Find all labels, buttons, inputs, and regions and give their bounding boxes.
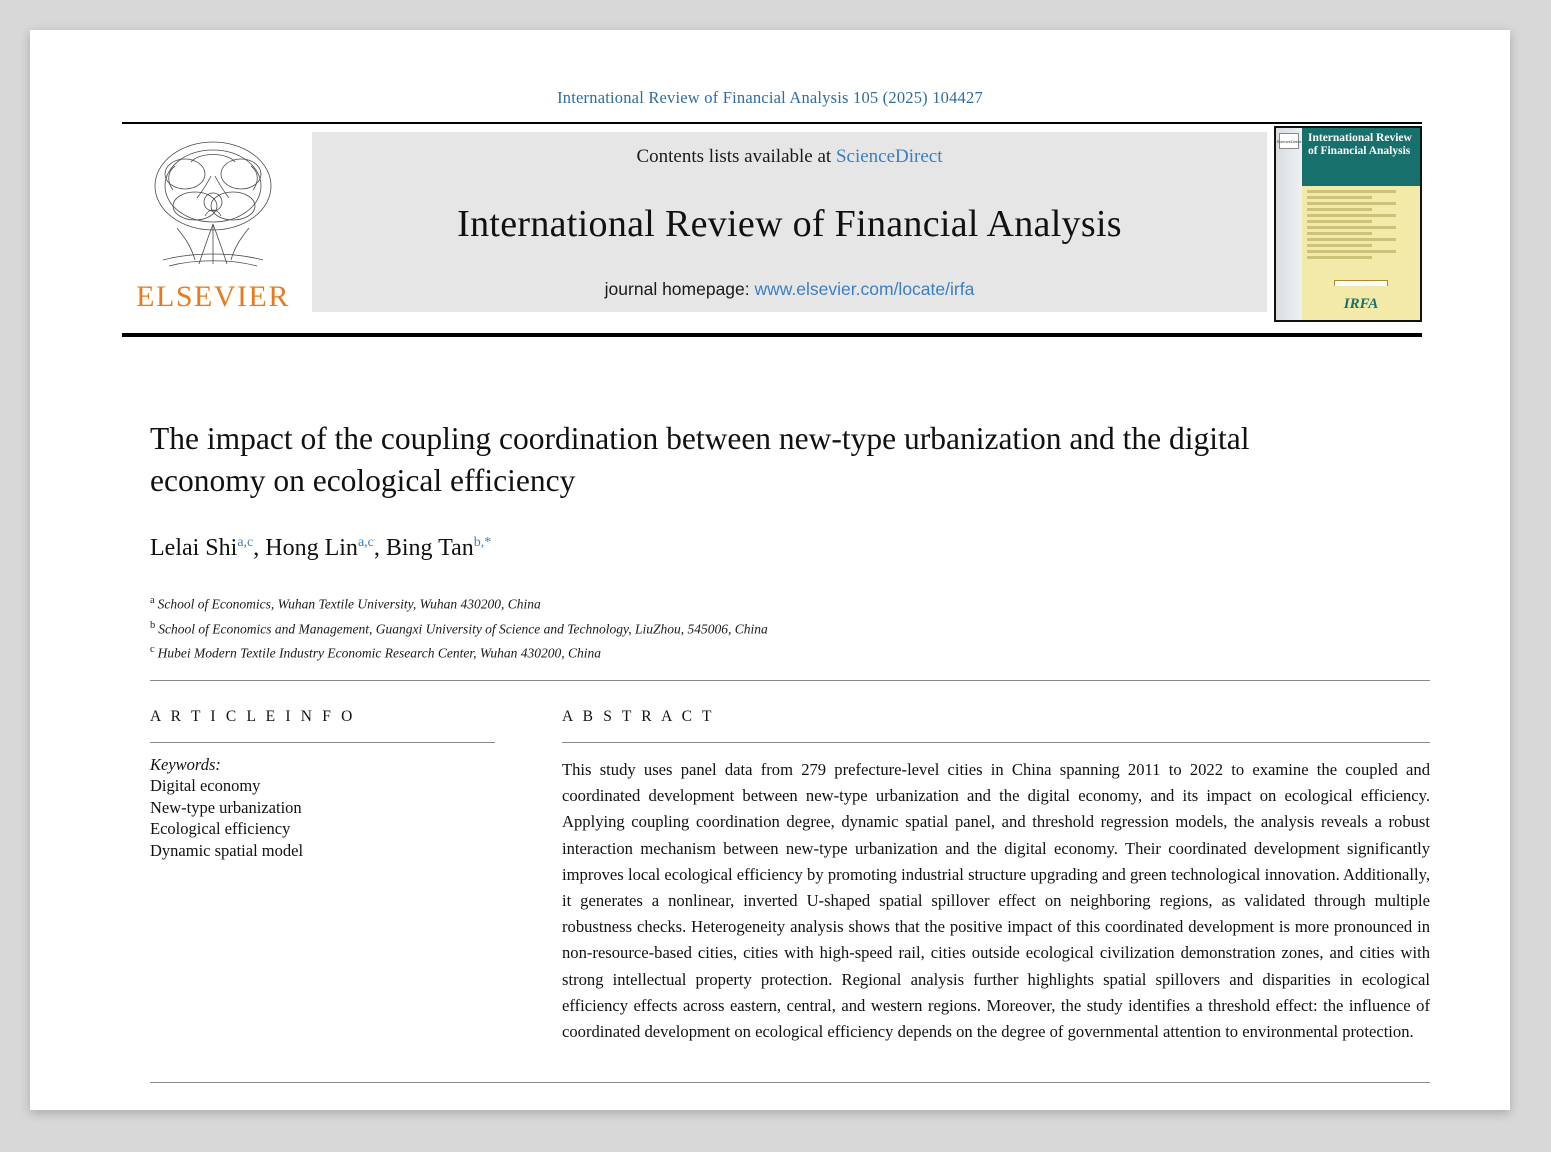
contents-prefix: Contents lists available at — [636, 146, 836, 167]
cover-contents-lines — [1307, 190, 1415, 282]
affiliation-a — [150, 590, 1370, 615]
journal-cover-thumbnail — [1274, 126, 1422, 322]
keyword-item: Dynamic spatial model — [150, 840, 304, 860]
article-title: The impact of the coupling coordination between new-type urbanization and the digital economy on ecological efficiency — [150, 421, 1250, 498]
affiliation-a-mark: a — [150, 595, 155, 606]
sciencedirect-link[interactable]: ScienceDirect — [835, 146, 943, 167]
author-2-sep: , — [373, 535, 386, 561]
author-list — [150, 535, 1330, 562]
elsevier-tree-icon — [133, 128, 293, 278]
affiliation-a-text: School of Economics, Wuhan Textile University, Wuhan 430200, China — [157, 596, 541, 612]
keyword-item: Ecological efficiency — [150, 819, 291, 838]
author-2-marks: a,c — [357, 535, 374, 550]
affiliation-b-text: School of Economics and Management, Guangxi University of Science and Technology, LiuZhou, 545006, China — [158, 621, 768, 636]
affiliation-b-mark: b — [150, 619, 156, 631]
affiliation-b — [150, 615, 1370, 640]
author-1-marks: a,c — [237, 535, 254, 550]
section-divider-top — [150, 680, 1430, 681]
keyword-item: Digital economy — [150, 776, 261, 795]
author-3-name: Bing Tan — [385, 535, 474, 561]
homepage-prefix: journal homepage: — [604, 279, 755, 299]
author-2-name: Hong Lin — [265, 535, 358, 561]
journal-masthead — [122, 122, 1422, 337]
sciencedirect-badge: ScienceDirect — [1279, 133, 1299, 149]
affiliation-c-mark: c — [150, 644, 155, 655]
author-3-marks: b,* — [473, 535, 492, 550]
elsevier-wordmark: ELSEVIER — [136, 280, 290, 313]
homepage-line — [605, 279, 975, 300]
cover-footer — [1302, 286, 1420, 320]
affiliation-c — [150, 639, 1370, 664]
keyword-item: New-type urbanization — [150, 797, 302, 817]
masthead-center — [312, 132, 1267, 312]
cover-spine — [1276, 128, 1303, 320]
cover-abbrev: IRFA — [1343, 296, 1379, 312]
running-head: International Review of Financial Analysis 105 (2025) 104427 — [557, 88, 983, 107]
author-1-sep: , — [253, 535, 266, 561]
affiliation-c-text: Hubei Modern Textile Industry Economic Research Center, Wuhan 430200, China — [157, 645, 601, 661]
elsevier-logo — [122, 128, 304, 316]
journal-homepage-link[interactable]: www.elsevier.com/locate/irfa — [754, 279, 975, 299]
cover-title: International Review of Financial Analysis — [1308, 132, 1412, 157]
section-divider-bottom — [150, 1082, 1430, 1083]
article-info-divider — [150, 742, 495, 743]
author-1-name: Lelai Shi — [150, 535, 238, 561]
article-info-column — [150, 708, 495, 861]
cover-body — [1302, 128, 1420, 320]
paper-page — [30, 30, 1510, 1110]
abstract-heading: A B S T R A C T — [562, 708, 715, 725]
contents-line — [636, 146, 942, 168]
keywords-label: Keywords: — [150, 755, 221, 774]
abstract-column — [562, 708, 1430, 1045]
journal-title: International Review of Financial Analysis — [457, 202, 1122, 245]
abstract-divider — [562, 742, 1430, 743]
affiliation-list — [150, 590, 1370, 664]
abstract-text: This study uses panel data from 279 prefecture-level cities in China spanning 2011 to 2022 to examine the coupled and coordinated development between new-type urbanization and the digital economy, and its impact on ecological efficiency. Applying coupling coordination degree, dynamic spatial panel, and threshold regression models, the analysis reveals a robust interaction mechanism between new-type urbanization and the digital economy. Their coordinated development significantly improves local ecological efficiency by promoting industrial structure upgrading and green technological innovation. Additionally, it generates a nonlinear, inverted U-shaped spatial spillover effect on neighboring regions, as validated through multiple robustness checks. Heterogeneity analysis shows that the positive impact of this coordinated development is more pronounced in non-resource-based cities, cities with high-speed rail, cities outside ecological civilization demonstration zones, and cities with strong intellectual property protection. Regional analysis further highlights spatial spillovers and disparities in ecological efficiency effects across eastern, central, and western regions. Moreover, the study identifies a threshold effect: the influence of coordinated development on ecological efficiency depends on the degree of governmental attention to environmental protection. — [562, 760, 1430, 1042]
cover-header-band — [1302, 128, 1420, 186]
article-info-heading: A R T I C L E I N F O — [150, 708, 356, 725]
